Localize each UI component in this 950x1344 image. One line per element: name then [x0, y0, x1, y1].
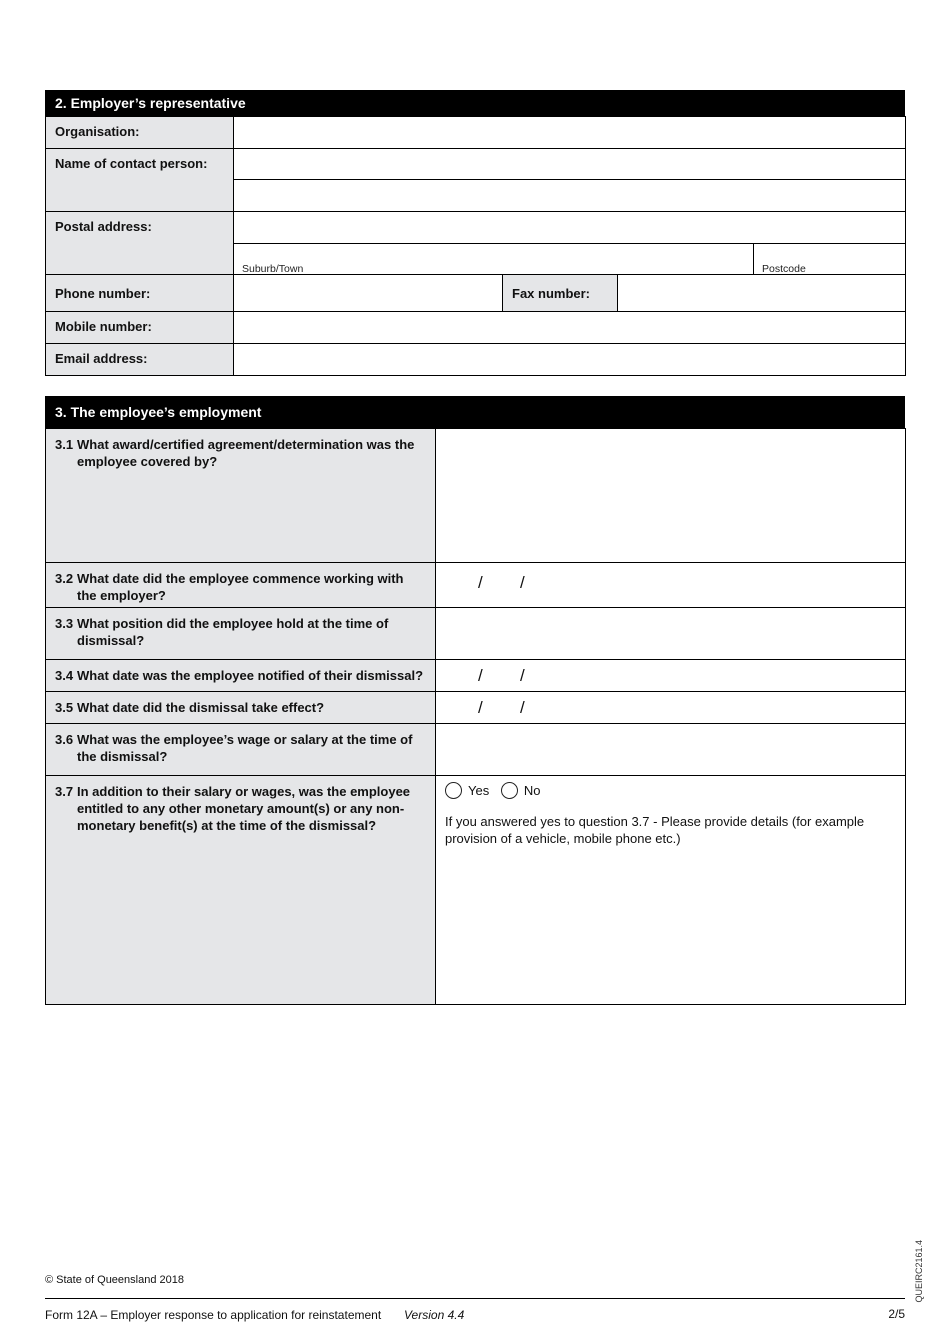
email-label: Email address: [46, 344, 234, 376]
postal-address-input[interactable] [234, 212, 906, 244]
answer-3-6-input[interactable] [436, 724, 906, 776]
question-3-1: 3.1 What award/certified agreement/determination was the employee covered by? [46, 429, 436, 563]
question-3-4: 3.4 What date was the employee notified of their dismissal? [46, 660, 436, 692]
contact-person-input-1[interactable] [234, 149, 906, 180]
postcode-input[interactable] [754, 244, 906, 275]
section-employer-representative [45, 90, 905, 376]
form-version: Version 4.4 [404, 1308, 465, 1322]
question-3-7: 3.7 In addition to their salary or wages, was the employee entitled to any other monetary amount(s) or any non-monetary benefit(s) at the time of the dismissal? [46, 776, 436, 1005]
answer-3-1-input[interactable] [436, 429, 906, 563]
question-3-2: 3.2 What date did the employee commence working with the employer? [46, 563, 436, 608]
postcode-label: Postcode [762, 263, 806, 275]
form-title: Form 12A – Employer response to application for reinstatement [45, 1308, 382, 1322]
postal-address-label: Postal address: [46, 212, 234, 275]
question-3-5: 3.5 What date did the dismissal take effect? [46, 692, 436, 724]
email-input[interactable] [234, 344, 906, 376]
section-2-title: 2. Employer’s representative [45, 90, 905, 116]
yes-label[interactable]: Yes [468, 783, 490, 799]
answer-3-5-date[interactable]: / / [436, 692, 906, 724]
answer-3-2-date[interactable]: / / [436, 563, 906, 608]
footer-divider [45, 1298, 905, 1299]
employment-table [45, 428, 906, 1005]
contact-person-input-2[interactable] [234, 180, 906, 212]
details-instruction: If you answered yes to question 3.7 - Please provide details (for example provision of a vehicle, mobile phone etc.) [445, 814, 865, 847]
contact-person-label: Name of contact person: [46, 149, 234, 212]
mobile-label: Mobile number: [46, 312, 234, 344]
answer-3-7 [436, 776, 906, 1005]
yes-radio[interactable] [445, 782, 462, 799]
section-3-title: 3. The employee’s employment [45, 396, 905, 428]
fax-input[interactable] [618, 275, 906, 312]
suburb-label: Suburb/Town [242, 263, 304, 275]
fax-label: Fax number: [503, 275, 618, 312]
phone-label: Phone number: [46, 275, 234, 312]
no-label[interactable]: No [523, 783, 541, 799]
mobile-input[interactable] [234, 312, 906, 344]
employer-representative-table [45, 116, 906, 376]
answer-3-3-input[interactable] [436, 608, 906, 660]
no-radio[interactable] [501, 782, 518, 799]
organisation-label: Organisation: [46, 117, 234, 149]
document-code: QUEIRC2161.4 [914, 1240, 924, 1303]
answer-3-4-date[interactable]: / / [436, 660, 906, 692]
copyright-text: © State of Queensland 2018 [45, 1274, 184, 1286]
phone-input[interactable] [234, 275, 503, 312]
question-3-3: 3.3 What position did the employee hold at the time of dismissal? [46, 608, 436, 660]
section-employee-employment [45, 396, 905, 1005]
suburb-input[interactable] [234, 244, 754, 275]
organisation-input[interactable] [234, 117, 906, 149]
page-number: 2/5 [888, 1307, 905, 1321]
question-3-6: 3.6 What was the employee’s wage or salary at the time of the dismissal? [46, 724, 436, 776]
